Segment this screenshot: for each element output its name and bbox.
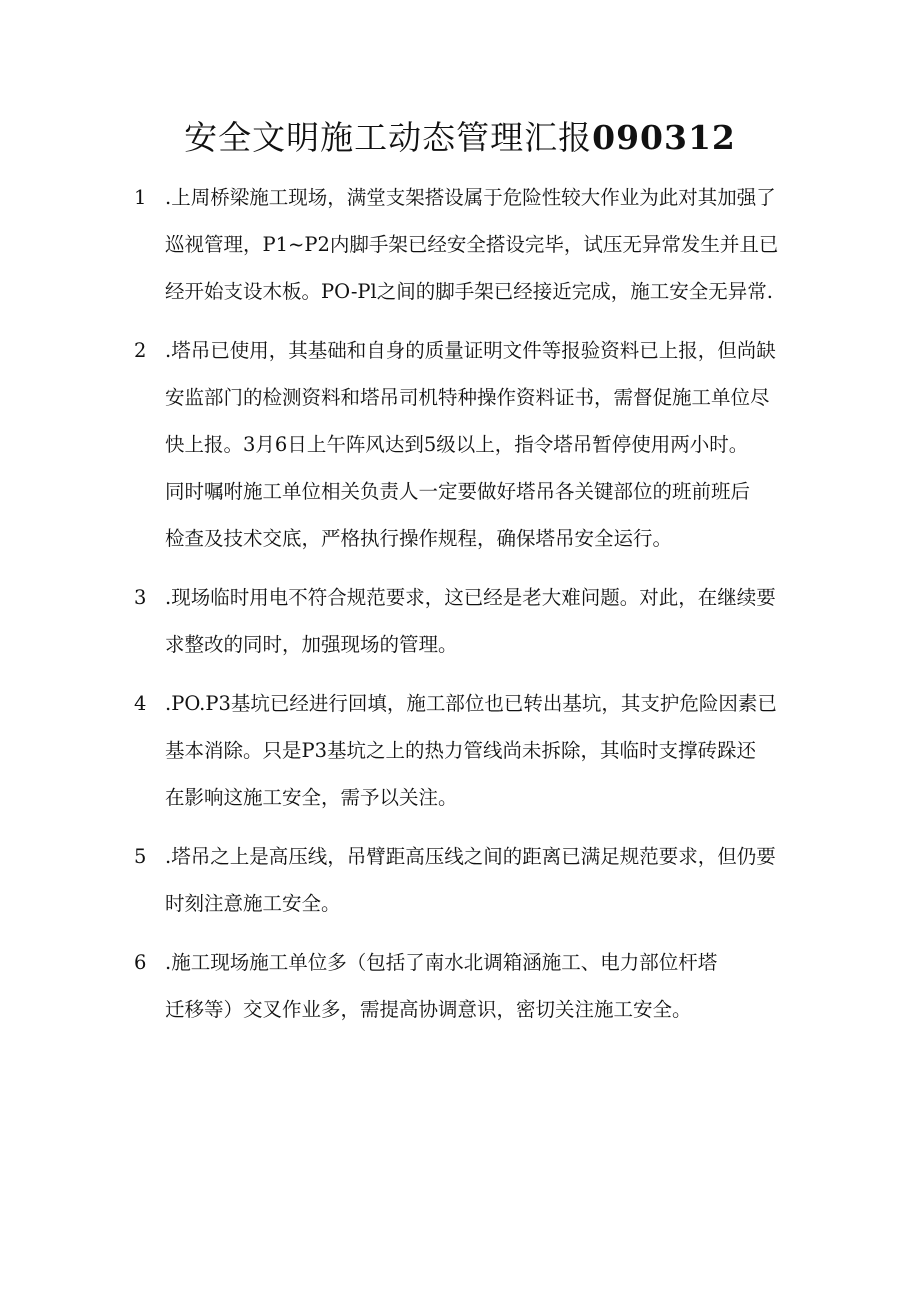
item-line: 快上报。3月6日上午阵风达到5级以上，指令塔吊暂停使用两小时。: [165, 433, 749, 456]
item-line: 巡视管理，P1~P2内脚手架已经安全搭设完毕，试压无异常发生并且已: [165, 233, 779, 256]
item-number: 6: [134, 951, 147, 974]
item-number: 4: [134, 692, 147, 715]
item-line: 求整改的同时，加强现场的管理。: [165, 633, 458, 656]
item-line: 安监部门的检测资料和塔吊司机特种操作资料证书，需督促施工单位尽: [165, 386, 770, 409]
item-number: 2: [134, 339, 147, 362]
item-line: .现场临时用电不符合规范要求，这已经是老大难问题。对此，在继续要: [165, 586, 776, 609]
item-number: 1: [134, 186, 147, 209]
list-item: [134, 327, 794, 562]
item-list: [134, 174, 794, 1045]
document-title: [0, 112, 920, 164]
item-line: .PO.P3基坑已经进行回填，施工部位也已转出基坑，其支护危险因素已: [165, 692, 777, 715]
item-line: .施工现场施工单位多（包括了南水北调箱涵施工、电力部位杆塔: [165, 951, 718, 974]
item-line: .上周桥梁施工现场，满堂支架搭设属于危险性较大作业为此对其加强了: [165, 186, 776, 209]
item-line: 同时嘱咐施工单位相关负责人一定要做好塔吊各关键部位的班前班后: [165, 480, 751, 503]
item-line: 时刻注意施工安全。: [165, 892, 341, 915]
title-text: 安全文明施工动态管理汇报: [184, 118, 593, 157]
item-line: .塔吊已使用，其基础和自身的质量证明文件等报验资料已上报，但尚缺: [165, 339, 776, 362]
list-item: [134, 833, 794, 927]
list-item: [134, 680, 794, 821]
item-line: 迁移等）交叉作业多，需提高协调意识，密切关注施工安全。: [165, 998, 692, 1021]
list-item: [134, 174, 794, 315]
item-number: 5: [134, 845, 147, 868]
list-item: [134, 574, 794, 668]
item-line: 在影响这施工安全，需予以关注。: [165, 786, 458, 809]
title-code: 090312: [592, 118, 736, 157]
item-line: .塔吊之上是高压线，吊臂距高压线之间的距离已满足规范要求，但仍要: [165, 845, 776, 868]
item-number: 3: [134, 586, 147, 609]
list-item: [134, 939, 794, 1033]
item-line: 经开始支设木板。PO-Pl之间的脚手架已经接近完成，施工安全无异常.: [165, 280, 773, 303]
item-line: 基本消除。只是P3基坑之上的热力管线尚未拆除，其临时支撑砖跺还: [165, 739, 757, 762]
item-line: 检查及技术交底，严格执行操作规程，确保塔吊安全运行。: [165, 527, 673, 550]
